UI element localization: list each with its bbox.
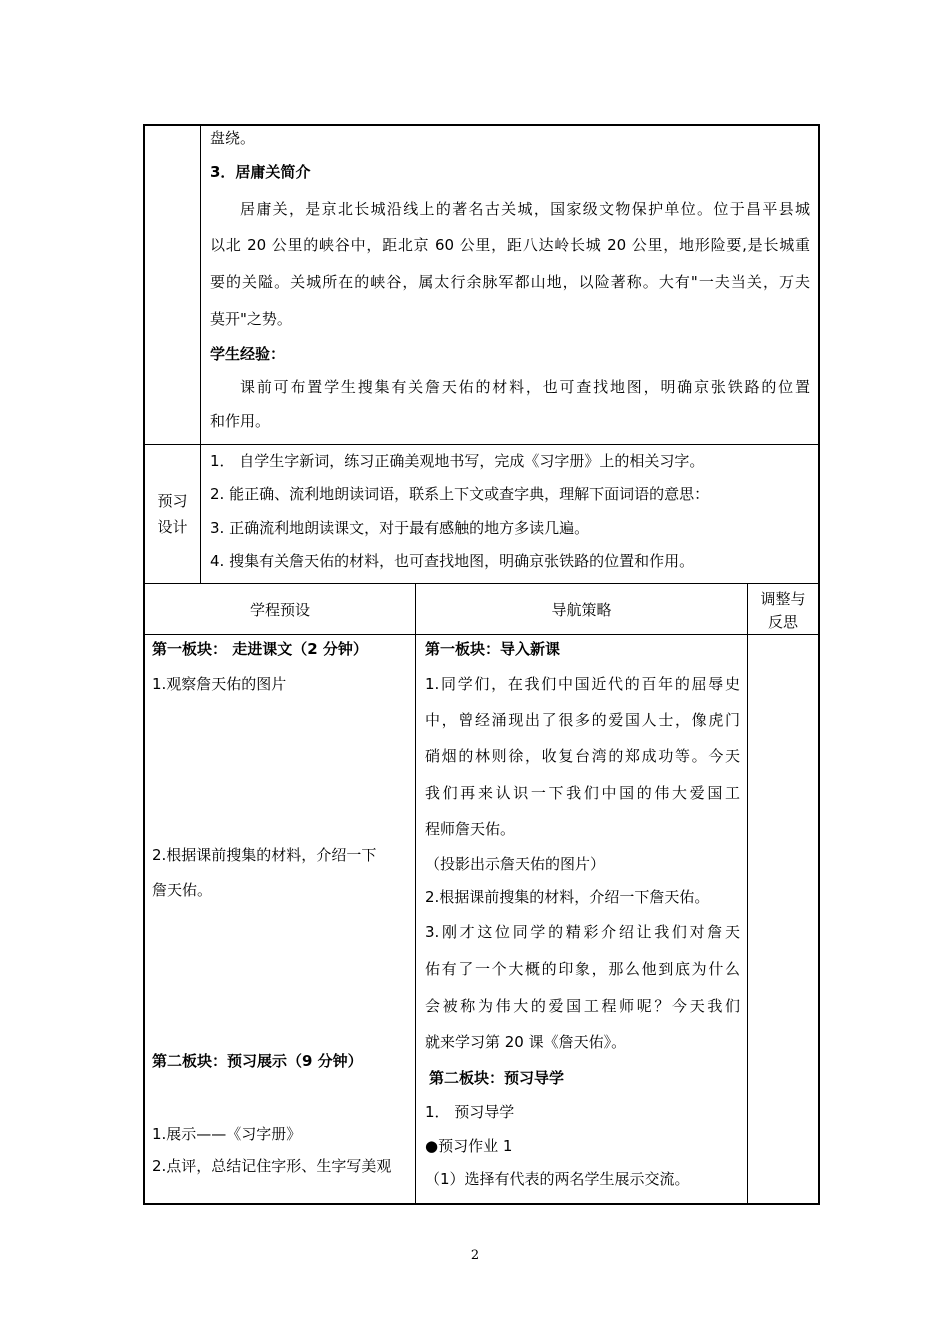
preview-item: 3. 正确流利地朗读课文，对于最有感触的地方多读几遍。 xyxy=(210,519,590,537)
table-border-left xyxy=(143,124,145,1205)
column-divider-1 xyxy=(415,583,416,1204)
guidance-line: ●预习作业 1 xyxy=(425,1137,513,1155)
preview-item: 1． 自学生字新词，练习正确美观地书写，完成《习字册》上的相关习字。 xyxy=(210,452,705,470)
guidance-line: 会被称为伟大的爱国工程师呢？今天我们 xyxy=(425,997,740,1015)
guidance-line: 就来学习第 20 课《詹天佑》。 xyxy=(425,1033,627,1051)
column-header-learning: 学程预设 xyxy=(249,601,310,619)
student-experience-heading: 学生经验： xyxy=(210,345,286,363)
intro-paragraph-line: 莫开"之势。 xyxy=(210,310,292,328)
section-heading-juyongguan: 3．居庸关简介 xyxy=(210,163,311,181)
block1-title-mid: 第一板块：导入新课 xyxy=(425,640,561,658)
student-experience-line: 课前可布置学生搜集有关詹天佑的材料，也可查找地图，明确京张铁路的位置 xyxy=(240,378,810,396)
row-divider-preview xyxy=(143,444,820,445)
label-column-divider xyxy=(200,124,201,584)
row-divider-header xyxy=(143,583,820,584)
block1-title-left: 第一板块： 走进课文（2 分钟） xyxy=(152,640,368,658)
page-number: 2 xyxy=(470,1248,480,1263)
preview-label: 预习 xyxy=(157,492,188,510)
guidance-line: 硝烟的林则徐，收复台湾的郑成功等。今天 xyxy=(425,747,740,765)
guidance-line: （投影出示詹天佑的图片） xyxy=(425,855,606,873)
preview-label: 设计 xyxy=(157,518,188,536)
column-header-reflection: 反思 xyxy=(767,613,798,631)
student-experience-line: 和作用。 xyxy=(210,412,271,430)
left-item: 詹天佑。 xyxy=(152,881,213,899)
guidance-line: 1． 预习导学 xyxy=(425,1103,515,1121)
guidance-line: （1）选择有代表的两名学生展示交流。 xyxy=(425,1170,690,1188)
guidance-line: 我们再来认识一下我们中国的伟大爱国工 xyxy=(425,784,740,802)
table-border-top xyxy=(143,124,820,126)
guidance-line: 中，曾经涌现出了很多的爱国人士，像虎门 xyxy=(425,711,740,729)
preview-item: 2. 能正确、流利地朗读词语，联系上下文或查字典，理解下面词语的意思： xyxy=(210,485,710,503)
left-item: 1.观察詹天佑的图片 xyxy=(152,675,287,693)
column-divider-2 xyxy=(747,583,748,1204)
block2-title-left: 第二板块：预习展示（9 分钟） xyxy=(152,1052,363,1070)
intro-paragraph-line: 以北 20 公里的峡谷中，距北京 60 公里，距八达岭长城 20 公里，地形险要,是长城重 xyxy=(210,236,810,254)
intro-paragraph-line: 要的关隘。关城所在的峡谷，属太行余脉军都山地，以险著称。大有"一夫当关，万夫 xyxy=(210,273,810,291)
column-header-reflection: 调整与 xyxy=(760,590,806,608)
table-border-bottom xyxy=(143,1203,820,1205)
guidance-line: 1.同学们，在我们中国近代的百年的屈辱史 xyxy=(425,675,740,693)
intro-paragraph-line: 居庸关，是京北长城沿线上的著名古关城，国家级文物保护单位。位于昌平县城 xyxy=(240,200,810,218)
left-item: 2.点评，总结记住字形、生字写美观 xyxy=(152,1157,392,1175)
table-border-right xyxy=(818,124,820,1205)
preview-item: 4. 搜集有关詹天佑的材料，也可查找地图，明确京张铁路的位置和作用。 xyxy=(210,552,695,570)
guidance-line: 2.根据课前搜集的材料，介绍一下詹天佑。 xyxy=(425,888,710,906)
left-item: 1.展示——《习字册》 xyxy=(152,1125,302,1143)
row-divider-body xyxy=(143,634,820,635)
block2-title-mid: 第二板块：预习导学 xyxy=(429,1069,565,1087)
guidance-line: 3.刚才这位同学的精彩介绍让我们对詹天 xyxy=(425,923,740,941)
column-header-guidance: 导航策略 xyxy=(551,601,612,619)
guidance-line: 佑有了一个大概的印象，那么他到底为什么 xyxy=(425,960,740,978)
continuation-text: 盘绕。 xyxy=(210,129,256,147)
guidance-line: 程师詹天佑。 xyxy=(425,820,516,838)
left-item: 2.根据课前搜集的材料，介绍一下 xyxy=(152,846,377,864)
